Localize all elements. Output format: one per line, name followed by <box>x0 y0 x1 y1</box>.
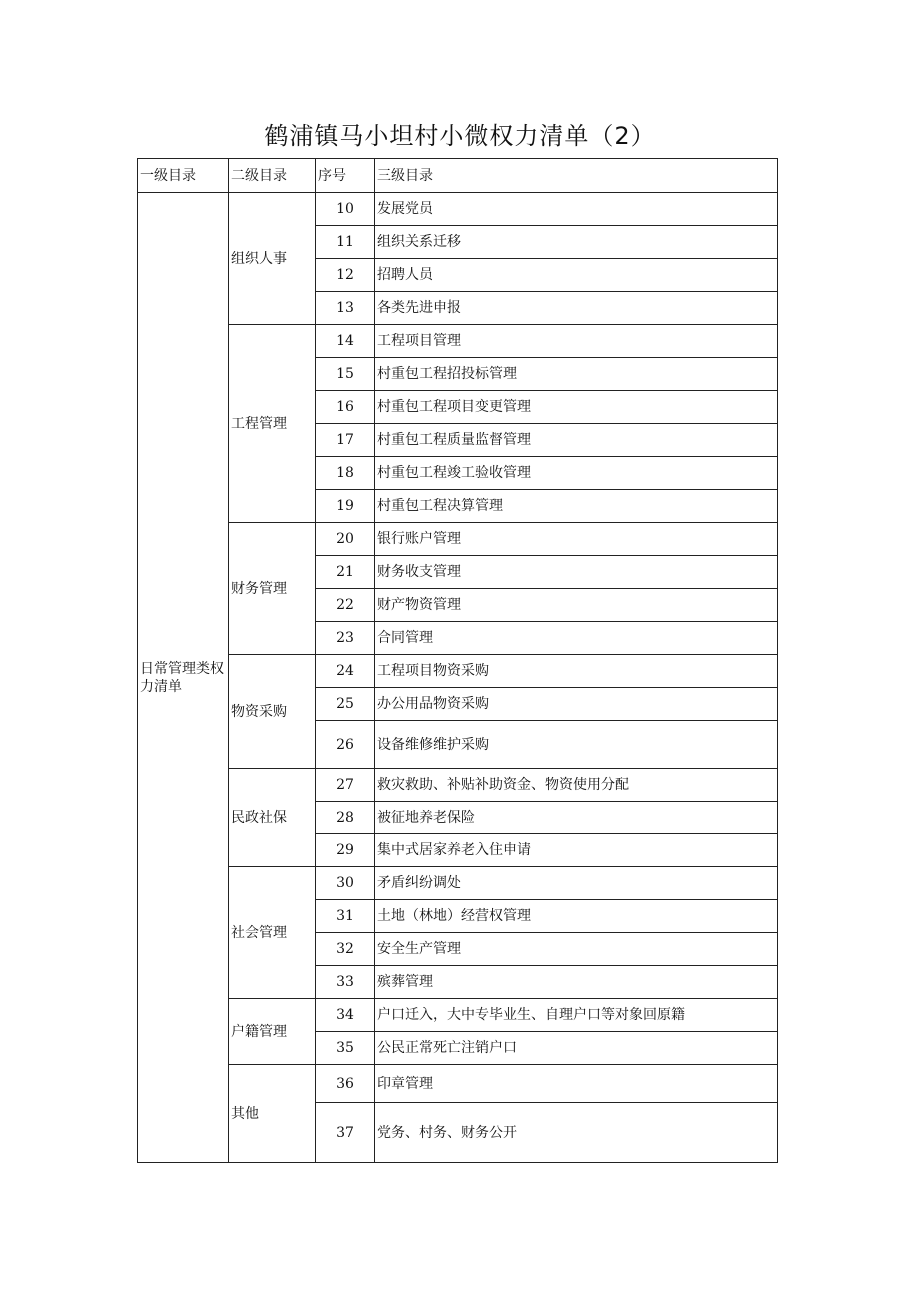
level3-cell: 合同管理 <box>375 622 778 655</box>
seq-cell: 20 <box>316 523 375 556</box>
table-row <box>138 655 778 688</box>
seq-cell: 32 <box>316 933 375 966</box>
seq-cell: 14 <box>316 325 375 358</box>
seq-cell: 19 <box>316 490 375 523</box>
table-body <box>138 159 778 1163</box>
seq-cell: 11 <box>316 226 375 259</box>
level3-cell: 公民正常死亡注销户口 <box>375 1032 778 1065</box>
level2-cell: 组织人事 <box>229 193 316 325</box>
table-row <box>138 769 778 802</box>
level3-cell: 办公用品物资采购 <box>375 688 778 721</box>
level2-cell: 物资采购 <box>229 655 316 769</box>
seq-cell: 22 <box>316 589 375 622</box>
header-seq: 序号 <box>316 159 375 193</box>
seq-cell: 23 <box>316 622 375 655</box>
level3-cell: 组织关系迁移 <box>375 226 778 259</box>
level3-cell: 村重包工程决算管理 <box>375 490 778 523</box>
level3-cell: 村重包工程项目变更管理 <box>375 391 778 424</box>
level3-cell: 集中式居家养老入住申请 <box>375 834 778 867</box>
seq-cell: 13 <box>316 292 375 325</box>
level3-cell: 各类先进申报 <box>375 292 778 325</box>
level3-cell: 土地（林地）经营权管理 <box>375 900 778 933</box>
header-row <box>138 159 778 193</box>
level3-cell: 财务收支管理 <box>375 556 778 589</box>
level2-cell: 其他 <box>229 1065 316 1163</box>
level3-cell: 殡葬管理 <box>375 966 778 999</box>
table-row <box>138 867 778 900</box>
seq-cell: 31 <box>316 900 375 933</box>
level3-cell: 户口迁入，大中专毕业生、自理户口等对象回原籍 <box>375 999 778 1032</box>
seq-cell: 10 <box>316 193 375 226</box>
seq-cell: 16 <box>316 391 375 424</box>
header-level1: 一级目录 <box>138 159 229 193</box>
level2-cell: 社会管理 <box>229 867 316 999</box>
level3-cell: 印章管理 <box>375 1065 778 1103</box>
table-row <box>138 999 778 1032</box>
level2-cell: 户籍管理 <box>229 999 316 1065</box>
level3-cell: 工程项目管理 <box>375 325 778 358</box>
level2-cell: 财务管理 <box>229 523 316 655</box>
level3-cell: 发展党员 <box>375 193 778 226</box>
seq-cell: 34 <box>316 999 375 1032</box>
power-list-table <box>137 158 778 1163</box>
seq-cell: 27 <box>316 769 375 802</box>
header-level3: 三级目录 <box>375 159 778 193</box>
level3-cell: 村重包工程竣工验收管理 <box>375 457 778 490</box>
table-row <box>138 325 778 358</box>
seq-cell: 18 <box>316 457 375 490</box>
level3-cell: 工程项目物资采购 <box>375 655 778 688</box>
seq-cell: 21 <box>316 556 375 589</box>
level3-cell: 招聘人员 <box>375 259 778 292</box>
seq-cell: 29 <box>316 834 375 867</box>
level3-cell: 安全生产管理 <box>375 933 778 966</box>
seq-cell: 35 <box>316 1032 375 1065</box>
seq-cell: 17 <box>316 424 375 457</box>
seq-cell: 36 <box>316 1065 375 1103</box>
seq-cell: 12 <box>316 259 375 292</box>
level3-cell: 村重包工程质量监督管理 <box>375 424 778 457</box>
level3-cell: 被征地养老保险 <box>375 802 778 834</box>
seq-cell: 25 <box>316 688 375 721</box>
level2-cell: 民政社保 <box>229 769 316 867</box>
level1-cell: 日常管理类权力清单 <box>138 193 229 1163</box>
table-row <box>138 193 778 226</box>
level2-cell: 工程管理 <box>229 325 316 523</box>
header-level2: 二级目录 <box>229 159 316 193</box>
seq-cell: 30 <box>316 867 375 900</box>
seq-cell: 33 <box>316 966 375 999</box>
level3-cell: 财产物资管理 <box>375 589 778 622</box>
seq-cell: 28 <box>316 802 375 834</box>
level3-cell: 党务、村务、财务公开 <box>375 1103 778 1163</box>
level3-cell: 矛盾纠纷调处 <box>375 867 778 900</box>
level3-cell: 村重包工程招投标管理 <box>375 358 778 391</box>
table-row <box>138 1065 778 1103</box>
level3-cell: 救灾救助、补贴补助资金、物资使用分配 <box>375 769 778 802</box>
table-row <box>138 523 778 556</box>
level3-cell: 银行账户管理 <box>375 523 778 556</box>
page-title: 鹤浦镇马小坦村小微权力清单（2） <box>264 122 656 150</box>
seq-cell: 37 <box>316 1103 375 1163</box>
seq-cell: 15 <box>316 358 375 391</box>
level3-cell: 设备维修维护采购 <box>375 721 778 769</box>
seq-cell: 24 <box>316 655 375 688</box>
seq-cell: 26 <box>316 721 375 769</box>
